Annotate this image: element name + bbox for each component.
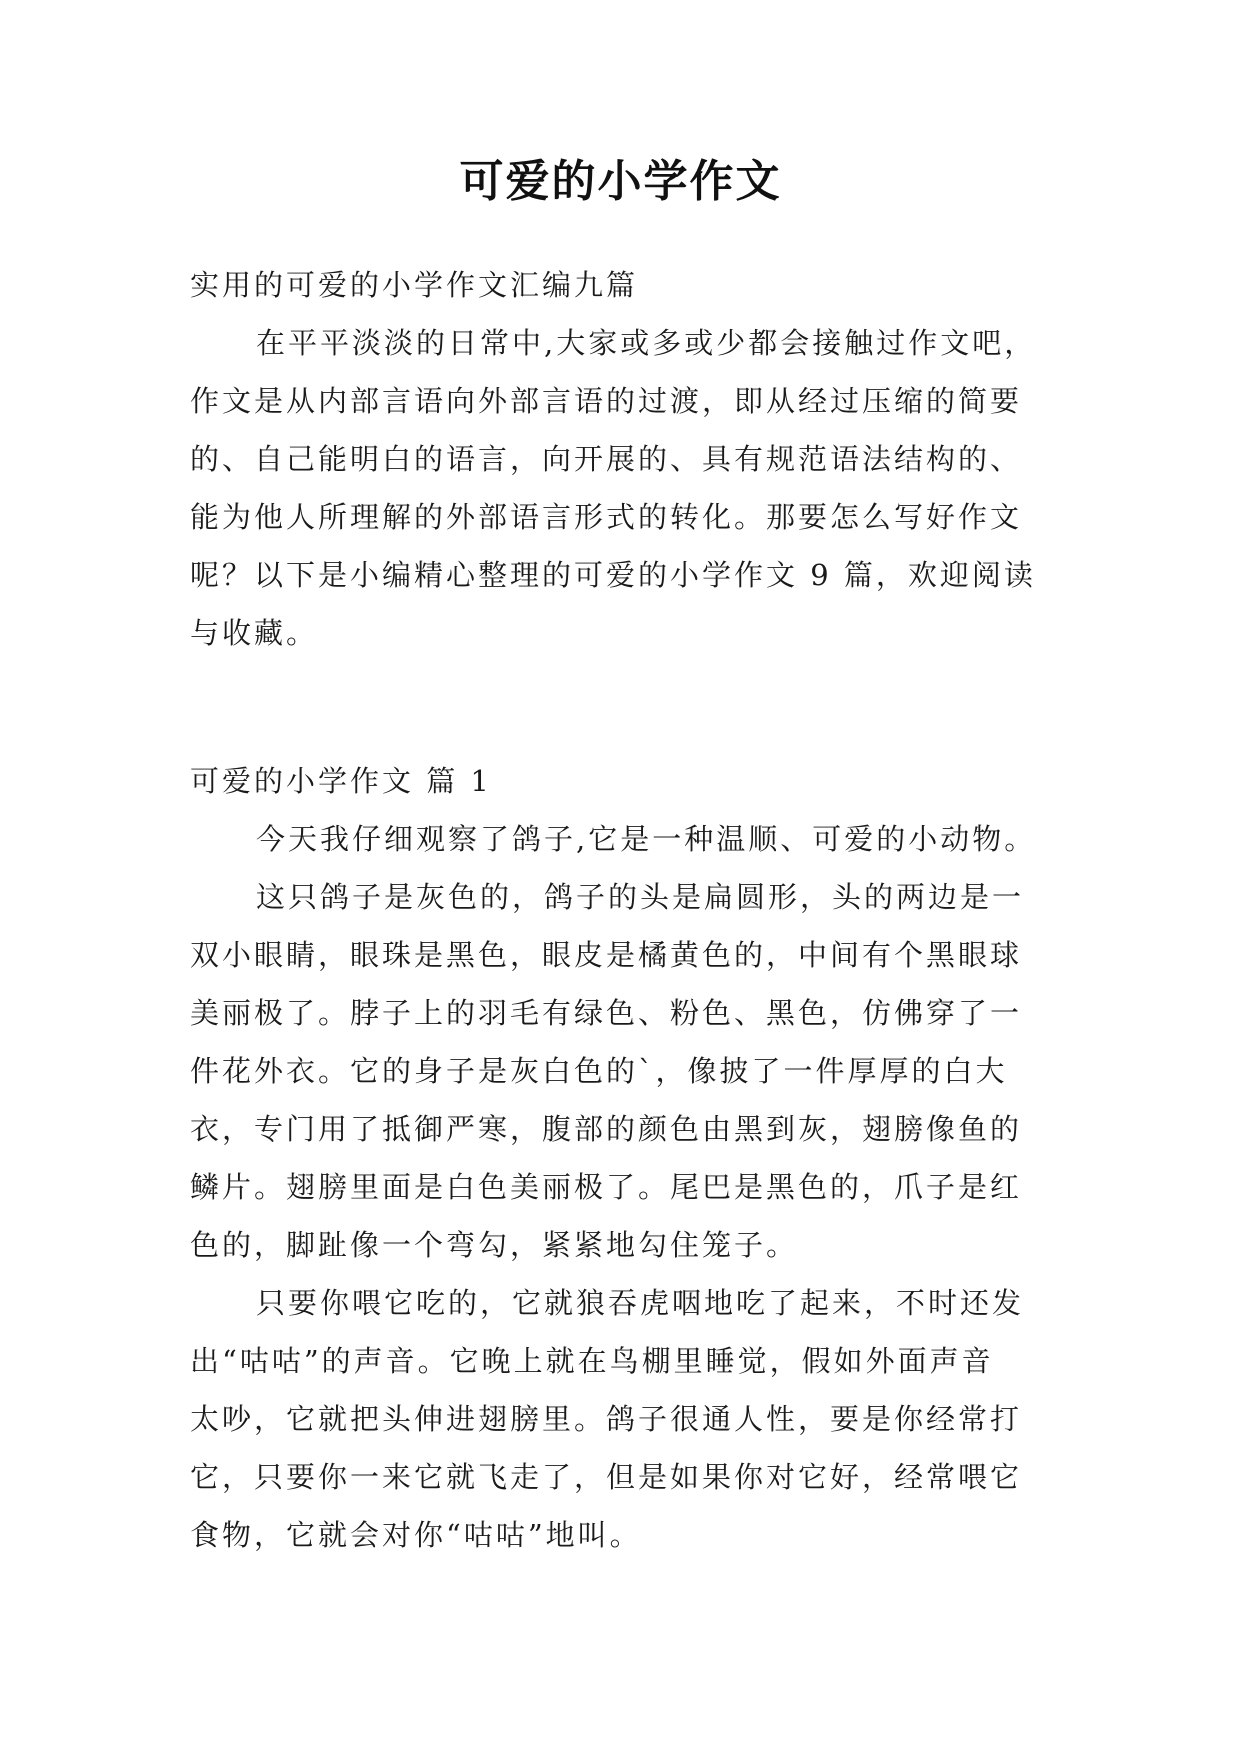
paragraph-line: 食物，它就会对你“咕咕”地叫。 [190, 1518, 642, 1552]
document-title: 可爱的小学作文 [459, 156, 782, 207]
intro-section [190, 256, 1060, 662]
paragraph-line: 出“咕咕”的声音。它晚上就在鸟棚里睡觉，假如外面声音 [190, 1344, 994, 1378]
paragraph-line: 美丽极了。脖子上的羽毛有绿色、粉色、黑色，仿佛穿了一 [190, 996, 1023, 1030]
paragraph-line: 双小眼睛，眼珠是黑色，眼皮是橘黄色的，中间有个黑眼球 [190, 938, 1023, 972]
article-1-paragraph-3 [190, 1274, 1060, 1564]
paragraph-line: 太吵，它就把头伸进翅膀里。鸽子很通人性，要是你经常打 [190, 1402, 1023, 1436]
paragraph-line: 的、自己能明白的语言，向开展的、具有规范语法结构的、 [190, 442, 1023, 476]
paragraph-line: 与收藏。 [190, 616, 319, 650]
paragraph-line: 今天我仔细观察了鸽子,它是一种温顺、可爱的小动物。 [256, 822, 1037, 856]
article-1-paragraph-1 [190, 810, 1060, 868]
paragraph-line: 件花外衣。它的身子是灰白色的`，像披了一件厚厚的白大 [190, 1054, 1008, 1088]
paragraph-line: 它，只要你一来它就飞走了，但是如果你对它好，经常喂它 [190, 1460, 1023, 1494]
paragraph-line: 鳞片。翅膀里面是白色美丽极了。尾巴是黑色的，爪子是红 [190, 1170, 1023, 1204]
intro-paragraph [190, 314, 1060, 662]
paragraph-line: 色的，脚趾像一个弯勾，紧紧地勾住笼子。 [190, 1228, 799, 1262]
article-1-heading: 可爱的小学作文 篇 1 [190, 764, 492, 798]
paragraph-line: 作文是从内部言语向外部言语的过渡，即从经过压缩的简要 [190, 384, 1023, 418]
article-1-paragraph-2 [190, 868, 1060, 1274]
article-1-section [190, 752, 1060, 1564]
paragraph-line: 衣，专门用了抵御严寒，腹部的颜色由黑到灰，翅膀像鱼的 [190, 1112, 1023, 1146]
paragraph-line: 能为他人所理解的外部语言形式的转化。那要怎么写好作文 [190, 500, 1023, 534]
paragraph-line: 这只鸽子是灰色的，鸽子的头是扁圆形，头的两边是一 [256, 880, 1025, 914]
paragraph-line: 呢？以下是小编精心整理的可爱的小学作文 9 篇，欢迎阅读 [190, 558, 1036, 592]
paragraph-line: 只要你喂它吃的，它就狼吞虎咽地吃了起来，不时还发 [256, 1286, 1025, 1320]
paragraph-line: 在平平淡淡的日常中,大家或多或少都会接触过作文吧， [256, 326, 1037, 360]
intro-heading: 实用的可爱的小学作文汇编九篇 [190, 268, 639, 302]
